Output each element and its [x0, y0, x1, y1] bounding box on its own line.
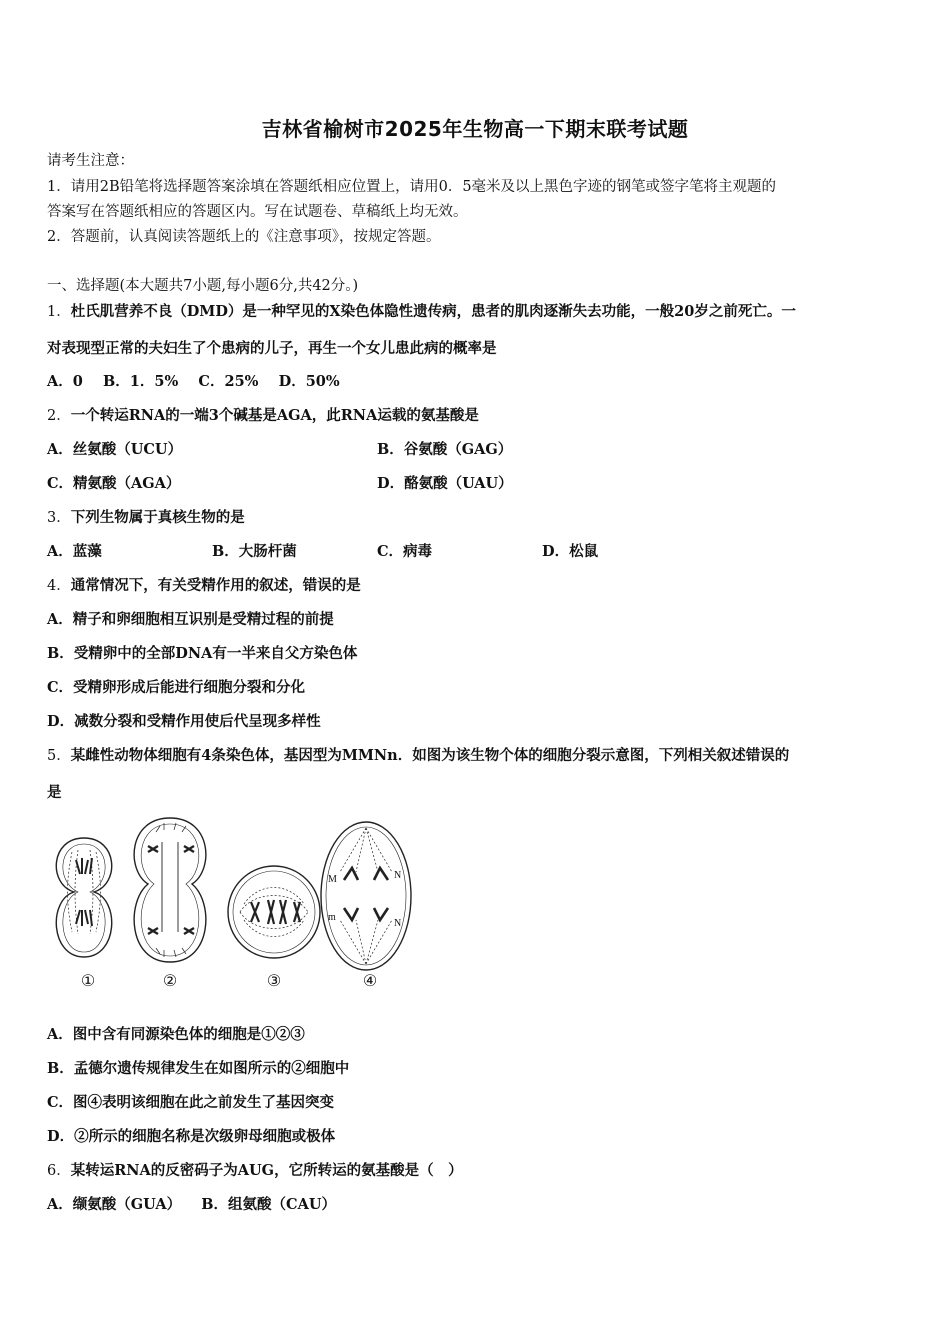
question-4-option-b: B．受精卵中的全部DNA有一半来自父方染色体 [47, 645, 358, 662]
question-5-option-d: D．②所示的细胞名称是次级卵母细胞或极体 [47, 1128, 336, 1145]
question-2-option-b: B．谷氨酸（GAG） [377, 441, 513, 458]
question-number: 6． [47, 1163, 71, 1179]
figure-label-1: ① [80, 971, 96, 990]
question-text: 某转运RNA的反密码子为AUG，它所转运的氨基酸是（ ） [70, 1162, 463, 1179]
gene-label: m [328, 912, 336, 923]
question-3-option-b: B．大肠杆菌 [212, 543, 297, 560]
gene-label: N [394, 918, 402, 929]
question-3-option-c: C．病毒 [377, 543, 433, 560]
question-number: 2． [47, 408, 71, 424]
notice-heading: 请考生注意： [47, 153, 134, 169]
question-text: 杜氏肌营养不良（DMD）是一种罕见的X染色体隐性遗传病，患者的肌肉逐渐失去功能，一般20岁之前死亡。一 [70, 303, 796, 320]
question-text: 一个转运RNA的一端3个碱基是AGA，此RNA运载的氨基酸是 [70, 407, 479, 424]
question-text: 通常情况下，有关受精作用的叙述，错误的是 [70, 577, 361, 594]
question-number: 1． [47, 304, 71, 320]
cell-1 [56, 838, 111, 957]
question-text: 某雌性动物体细胞有4条染色体，基因型为MMNn．如图为该生物个体的细胞分裂示意图，下列相关叙述错误的 [70, 747, 790, 764]
question-5-option-c: C．图④表明该细胞在此之前发生了基因突变 [47, 1094, 335, 1111]
question-text: 下列生物属于真核生物的是 [70, 509, 245, 526]
notice-item-2: 2．答题前，认真阅读答题纸上的《注意事项》，按规定答题。 [47, 229, 441, 245]
question-6-options: A．缬氨酸（GUA） B．组氨酸（CAU） [47, 1196, 336, 1213]
question-1-stem-line-2: 对表现型正常的夫妇生了个患病的儿子，再生一个女儿患此病的概率是 [47, 340, 497, 357]
question-2-option-d: D．酪氨酸（UAU） [377, 475, 513, 492]
page-title: 吉林省榆树市2025年生物高一下期末联考试题 [261, 117, 689, 141]
question-4-option-d: D．减数分裂和受精作用使后代呈现多样性 [47, 713, 321, 730]
question-3-option-a: A．蓝藻 [47, 543, 102, 560]
notice-item-1-line-1: 1．请用2B铅笔将选择题答案涂填在答题纸相应位置上，请用0．5毫米及以上黑色字迹的钢笔或签字笔将主观题的 [47, 179, 777, 195]
question-2-stem [47, 406, 479, 426]
question-3-option-d: D．松鼠 [542, 543, 599, 560]
gene-label: N [394, 870, 402, 881]
question-4-option-a: A．精子和卵细胞相互识别是受精过程的前提 [47, 611, 334, 628]
question-number: 3． [47, 510, 71, 526]
cell-3 [228, 866, 320, 958]
notice-item-1-line-2: 答案写在答题纸相应的答题区内。写在试题卷、草稿纸上均无效。 [47, 204, 468, 220]
gene-label: M [328, 874, 337, 885]
figure-label-4: ④ [362, 971, 378, 990]
cell-division-figure [44, 812, 416, 992]
question-4-stem [47, 576, 361, 596]
cell-2 [134, 818, 206, 962]
question-5-option-b: B．孟德尔遗传规律发生在如图所示的②细胞中 [47, 1060, 350, 1077]
question-2-option-c: C．精氨酸（AGA） [47, 475, 181, 492]
cell-4 [321, 822, 411, 970]
question-4-option-c: C．受精卵形成后能进行细胞分裂和分化 [47, 679, 306, 696]
question-2-option-a: A．丝氨酸（UCU） [47, 441, 183, 458]
question-number: 5． [47, 748, 71, 764]
question-5-option-a: A．图中含有同源染色体的细胞是①②③ [47, 1026, 305, 1043]
figure-label-2: ② [162, 971, 178, 990]
question-1-stem-line-1 [47, 302, 796, 322]
section-header: 一、选择题(本大题共7小题,每小题6分,共42分。) [47, 278, 359, 294]
figure-label-3: ③ [266, 971, 282, 990]
question-6-stem [47, 1161, 463, 1181]
question-3-stem [47, 508, 245, 528]
question-5-stem-line-1 [47, 746, 789, 766]
question-number: 4． [47, 578, 71, 594]
question-1-options: A．0 B．1．5% C．25% D．50% [47, 373, 340, 390]
question-5-stem-line-2: 是 [47, 784, 62, 801]
